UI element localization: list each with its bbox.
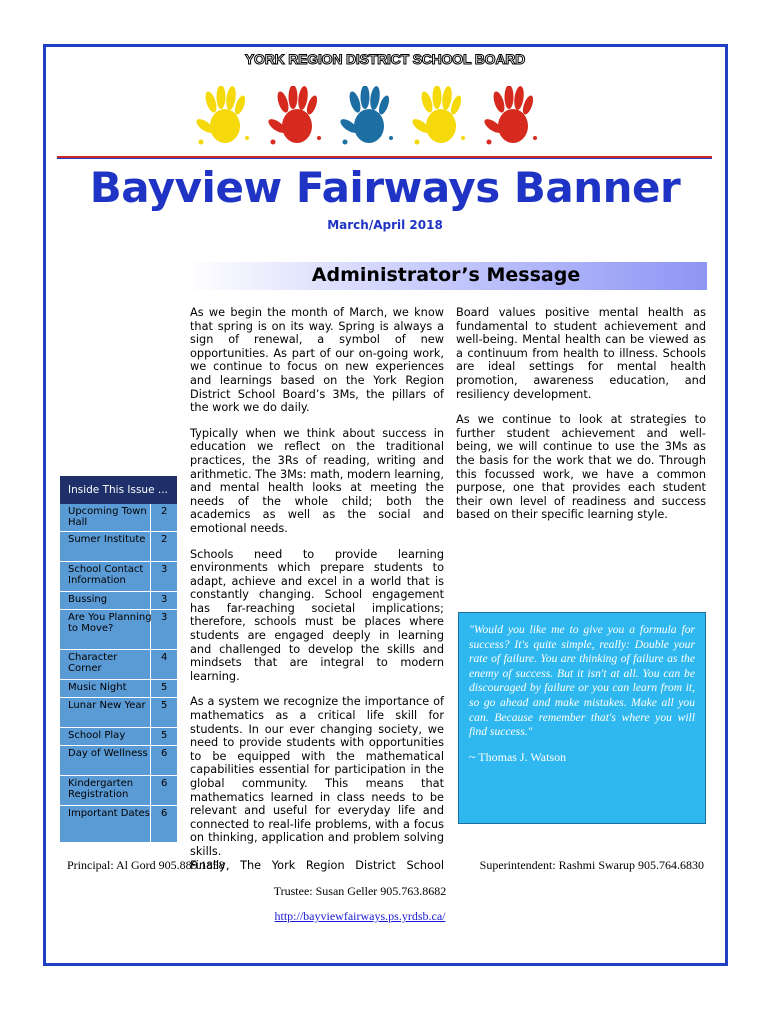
superintendent-contact: Superintendent: Rashmi Swarup 905.764.6830 <box>479 858 704 872</box>
issue-item-label: Day of Wellness <box>68 748 148 759</box>
issue-item-page: 6 <box>161 748 168 759</box>
article-column-right <box>456 306 706 534</box>
issue-item-label: Lunar New Year <box>68 700 146 711</box>
school-website-link[interactable]: http://bayviewfairways.ps.yrdsb.ca/ <box>274 909 446 923</box>
issue-item-label: Character Corner <box>68 652 118 674</box>
sidebar-heading: Inside This Issue ... <box>60 476 177 504</box>
paragraph: Typically when we think about success in education we reflect on the traditional practices, the 3Rs of reading, writing and arithmetic. The 3Ms: math, modern learning, and mental health looks at meeting the needs of the whole child; both the academics as well as the social and emotional needs. <box>190 426 444 535</box>
issue-item-separator <box>60 679 177 680</box>
newsletter-title: Bayview Fairways Banner <box>89 163 681 212</box>
issue-item-label: Important Dates <box>68 808 150 819</box>
trustee-contact: Trustee: Susan Geller 905.763.8682 <box>273 884 447 898</box>
paragraph: Board values positive mental health as fundamental to student achievement and well-being. Mental health can be viewed as a continuum from health to illness. Schools are ideal settings for mental health promotion, awareness education, and resiliency development. <box>456 306 706 401</box>
issue-item-page: 5 <box>161 730 168 741</box>
issue-date: March/April 2018 <box>327 218 443 232</box>
handprint-icon <box>195 86 255 148</box>
section-heading: Administrator’s Message <box>311 264 581 286</box>
quote-author: ~ Thomas J. Watson <box>469 749 567 764</box>
paragraph: As we begin the month of March, we know that spring is on its way. Spring is always a sign of renewal, a symbol of new opportunities. As part of our on-going work, we continue to focus on new experiences and learnings based on the York Region District School Board’s 3Ms, the pillars of the work we do daily. <box>190 306 444 415</box>
issue-item-page: 2 <box>161 534 168 545</box>
issue-item-separator <box>60 649 177 650</box>
school-board-name: YORK REGION DISTRICT SCHOOL BOARD <box>244 51 526 67</box>
handprint-icon <box>483 86 543 148</box>
quote-box <box>458 612 706 824</box>
issue-item-label: Music Night <box>68 682 127 693</box>
issue-item-label: Are You Planning to Move? <box>68 612 152 634</box>
issue-item-separator <box>60 805 177 806</box>
issue-item-page: 5 <box>161 682 168 693</box>
paragraph: Finally, The York Region District School <box>190 858 444 872</box>
issue-item-page: 3 <box>161 564 168 575</box>
issue-item-page: 2 <box>161 506 168 517</box>
issue-item-label: Upcoming Town Hall <box>68 506 147 528</box>
issue-item-label: School Play <box>68 730 126 741</box>
inside-this-issue <box>60 476 177 842</box>
paragraph: Schools need to provide learning environments which prepare students to adapt, achieve and excel in a world that is constantly changing. School engagement has far-reaching societal implications; therefore, schools must be places where students are engaged deeply in learning and challenged to develop the skills and mindsets that are integral to modern learning. <box>190 547 444 683</box>
issue-item-page: 6 <box>161 808 168 819</box>
issue-item-separator <box>60 775 177 776</box>
article-column-left <box>190 306 444 884</box>
handprint-icon <box>339 86 399 148</box>
issue-item-page: 5 <box>161 700 168 711</box>
handprints-logo <box>195 86 540 148</box>
issue-item-separator <box>60 561 177 562</box>
issue-item-page: 4 <box>161 652 168 663</box>
issue-item-label: Sumer Institute <box>68 534 146 545</box>
issue-item-separator <box>60 531 177 532</box>
issue-item-separator <box>60 609 177 610</box>
paragraph: As we continue to look at strategies to further student achievement and well-being, we will continue to use the 3Ms as the basis for the work that we do. Through this focussed work, we have a common purpose, one that provides each student their own level of readiness and success based on their specific learning style. <box>456 413 706 522</box>
issue-item-label: Kindergarten Registration <box>68 778 134 800</box>
issue-item-separator <box>60 697 177 698</box>
issue-item-separator <box>60 591 177 592</box>
issue-item-page: 3 <box>161 612 168 623</box>
quote-text: "Would you like me to give you a formula for success? It's quite simple, really: Double your rate of failure. You are thinking of failure as the enemy of success. But it isn't at all. You can be discouraged by failure or you can learn from it, so go ahead and make mistakes. Make all you can. Because remember that's where you will find success." <box>469 623 695 739</box>
issue-item-page: 6 <box>161 778 168 789</box>
header-rule <box>57 156 712 158</box>
paragraph: As a system we recognize the importance of mathematics as a critical life skill for students. In our ever changing society, we need to provide students with opportunities to be equipped with the mathematical capabilities essential for participation in the global community. This means that mathematics learned in class needs to be relevant and useful for everyday life and connected to real-life problems, with a focus on thinking, application and problem solving skills. <box>190 695 444 858</box>
handprint-icon <box>411 86 471 148</box>
handprint-icon <box>267 86 327 148</box>
issue-item-separator <box>60 745 177 746</box>
principal-contact: Principal: Al Gord 905.889.1858 <box>67 858 225 872</box>
issue-item-page: 3 <box>161 594 168 605</box>
issue-item-label: Bussing <box>68 594 108 605</box>
issue-item-label: School Contact Information <box>68 564 144 586</box>
issue-item-separator <box>60 727 177 728</box>
